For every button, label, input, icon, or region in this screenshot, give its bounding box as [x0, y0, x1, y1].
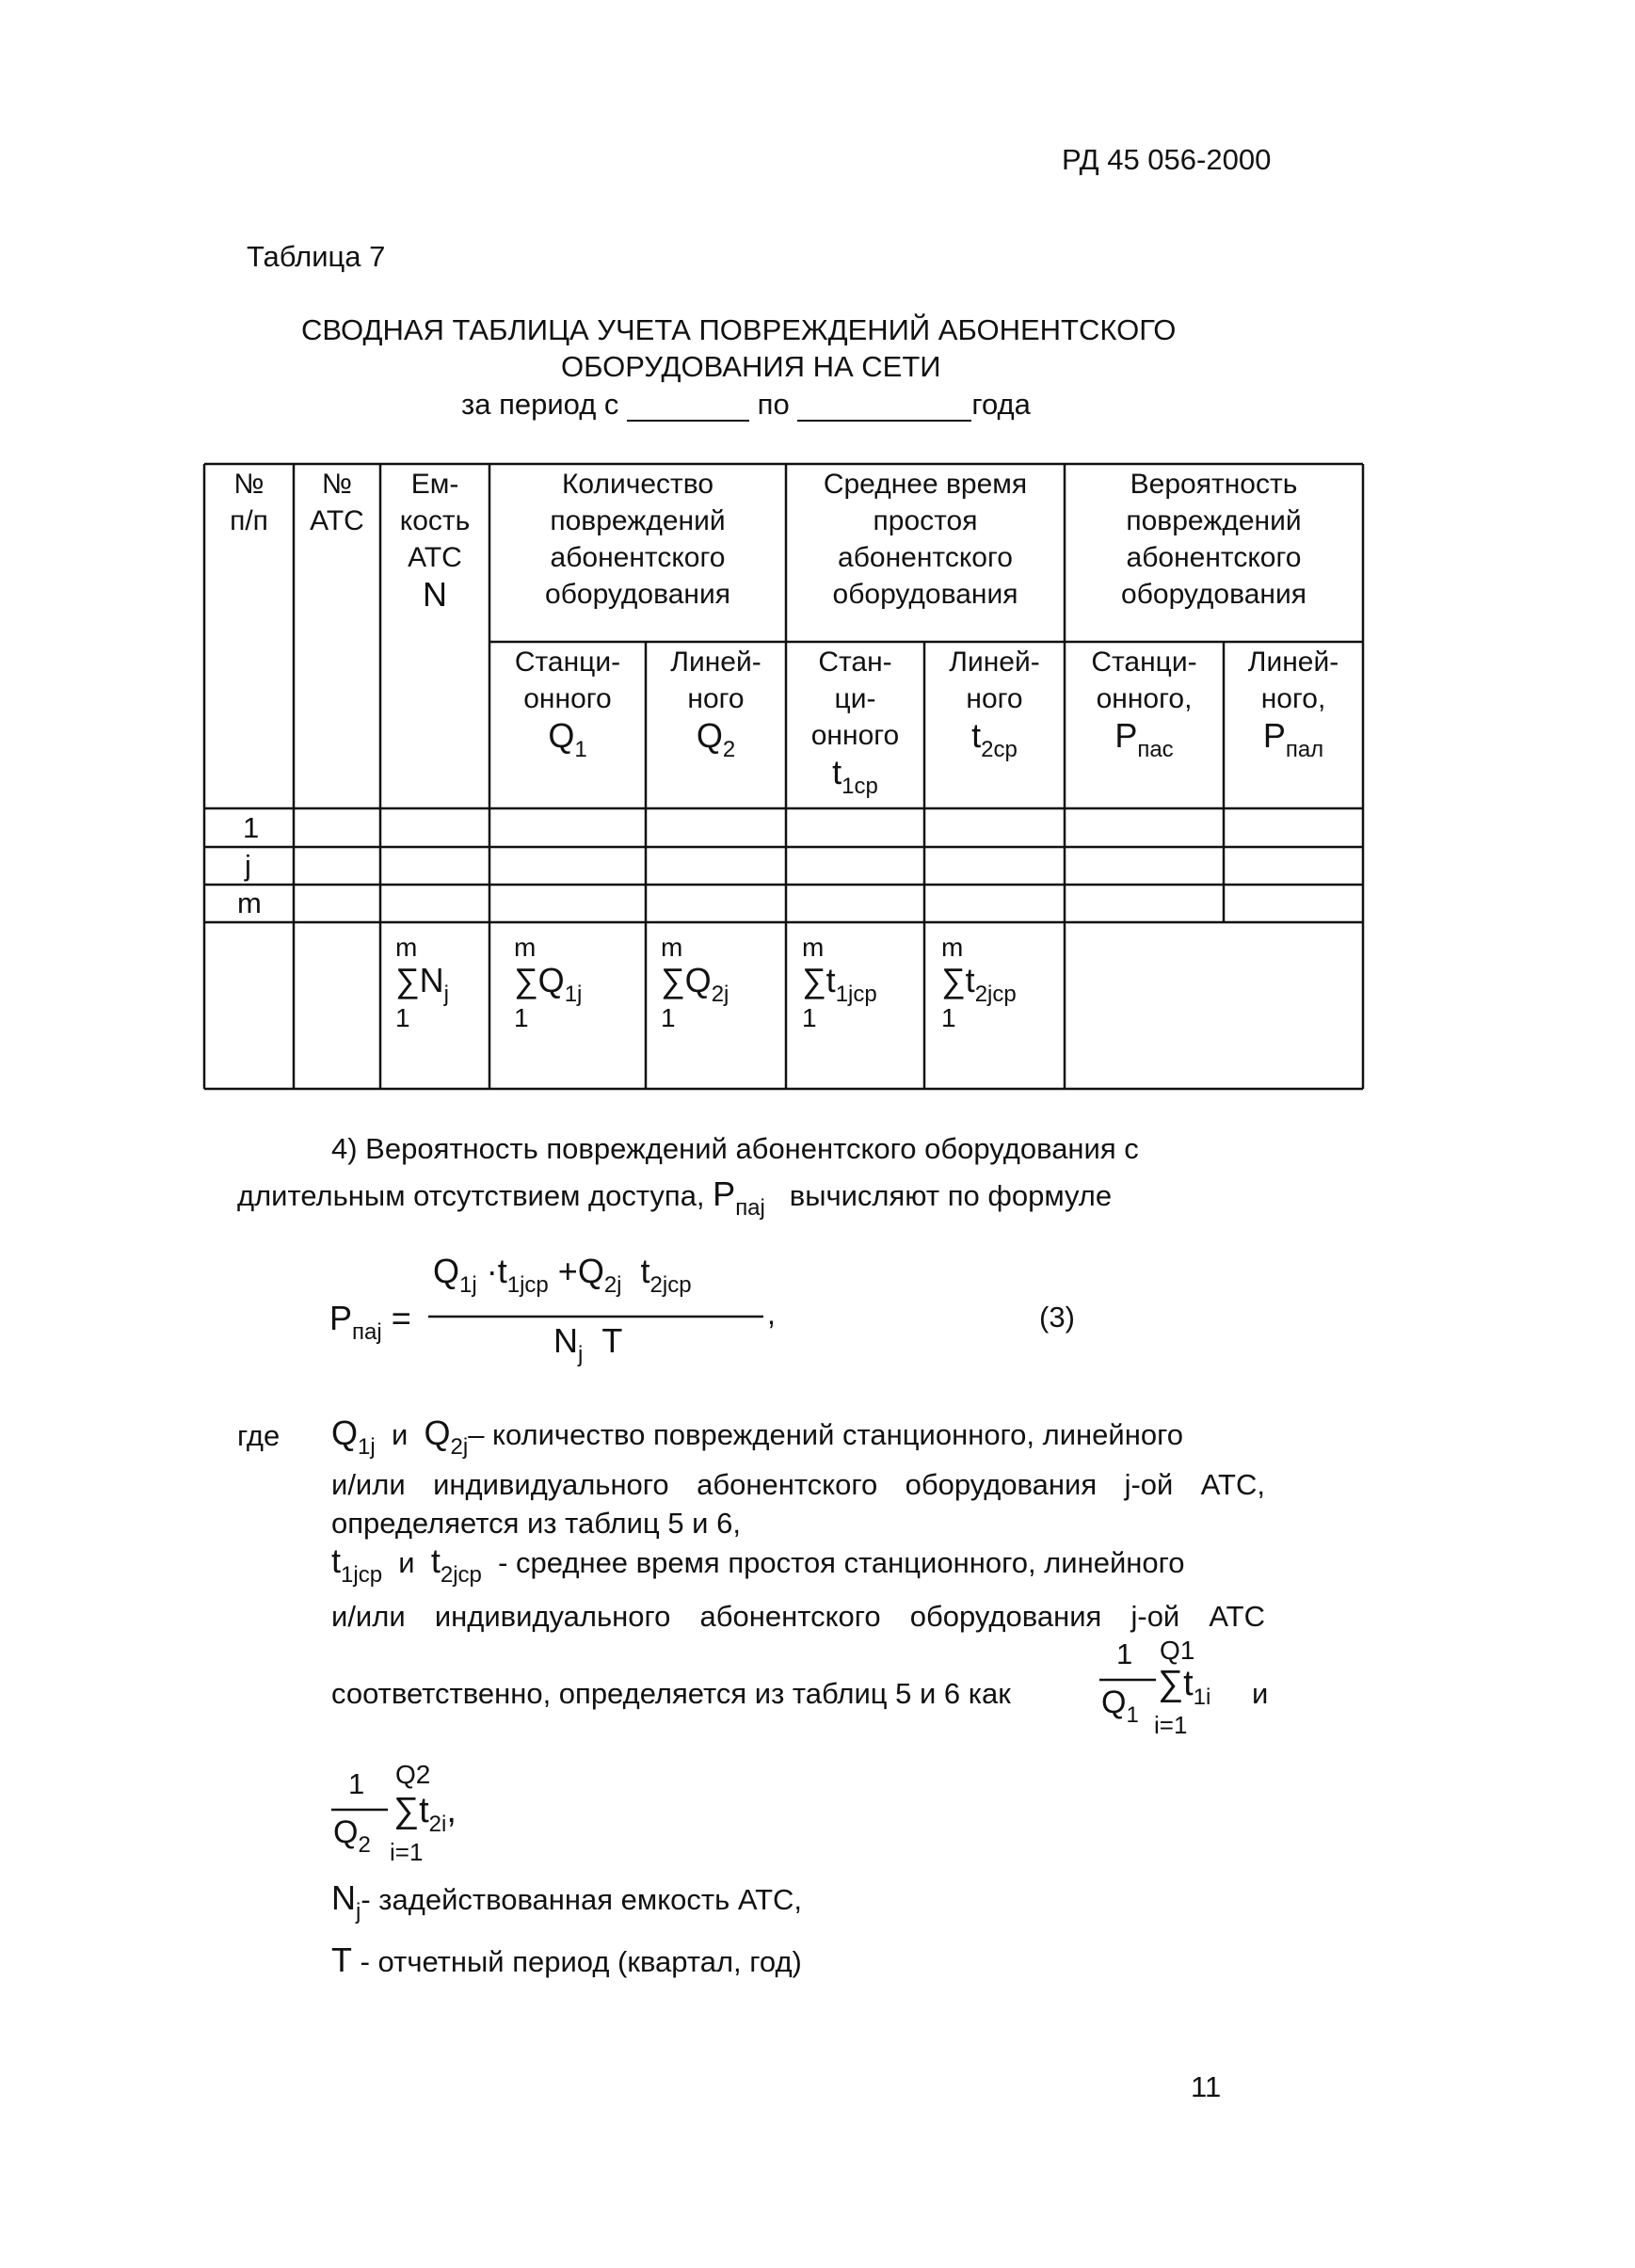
group-count-line: повреждений	[550, 505, 726, 536]
header-np	[204, 466, 294, 539]
frac2-t: t	[419, 1791, 429, 1830]
where-t1: t	[331, 1541, 342, 1580]
sub-count-station-line: онного	[523, 683, 612, 714]
sigma-symbol: ∑	[393, 1791, 420, 1830]
symbol: t	[971, 716, 982, 755]
sub-prob-line-line: Линей-	[1247, 647, 1339, 678]
document-code: РД 45 056-2000	[1062, 143, 1272, 176]
formula-q1: Q	[433, 1252, 460, 1290]
group-prob-line: абонентского	[1126, 542, 1302, 573]
formula-comma: ,	[767, 1297, 776, 1331]
where-line-5: и/или индивидуального абонентского оборудования j-ой АТС	[331, 1600, 1265, 1633]
group-count-line: абонентского	[550, 542, 726, 573]
formula-equals: =	[391, 1299, 411, 1337]
page-number: 11	[1191, 2070, 1222, 2103]
sum-count-station	[514, 934, 582, 1032]
header-capacity-line: АТС	[408, 542, 462, 573]
where-line-1	[331, 1414, 1265, 1460]
header-np-line: п/п	[230, 505, 268, 536]
title-line-2: ОБОРУДОВАНИЯ НА СЕТИ	[561, 350, 941, 383]
symbol-index: 2ср	[981, 737, 1018, 762]
frac2-comma: ,	[446, 1791, 457, 1830]
formula-lhs	[329, 1299, 411, 1345]
frac1-numerator: 1	[1116, 1637, 1133, 1670]
sub-time-station-line: Стан-	[818, 647, 892, 678]
period-mid: по	[757, 388, 790, 421]
table-label: Таблица 7	[247, 240, 386, 273]
formula-plus: +	[557, 1252, 578, 1290]
formula-dot: ·	[486, 1252, 498, 1290]
symbol-index: пал	[1285, 737, 1324, 762]
where-n-symbol: N	[331, 1878, 356, 1917]
sum-symbol: t	[965, 961, 975, 999]
group-prob-line: оборудования	[1121, 579, 1306, 610]
formula-t1: t	[497, 1252, 507, 1290]
header-group-count	[489, 466, 786, 613]
sub-count-station-symbol	[489, 716, 646, 762]
formula-t: T	[601, 1321, 623, 1360]
frac1-bar	[1099, 1678, 1158, 1683]
sub-time-station-line: онного	[810, 720, 900, 751]
sum-time-line	[941, 934, 1017, 1032]
sub-count-line-line: ного	[687, 683, 745, 714]
sum-index: 1j	[564, 982, 583, 1007]
frac1-sum-body	[1158, 1664, 1211, 1710]
formula-lhs-index: паj	[352, 1319, 382, 1345]
sub-prob-station-line: Станци-	[1091, 647, 1197, 678]
where-q2-index: 2j	[450, 1434, 469, 1460]
sub-time-station	[786, 644, 924, 799]
sum-symbol: N	[419, 961, 444, 999]
sum-upper-limit: m	[941, 933, 964, 962]
row-label-j: j	[245, 849, 251, 882]
sum-upper-limit: m	[395, 933, 418, 962]
frac2-sum-top: Q2	[395, 1760, 431, 1789]
sigma-symbol: ∑	[802, 961, 826, 999]
symbol-index: 2	[722, 737, 736, 762]
para4-line-2	[237, 1174, 1113, 1221]
formula-n-index: j	[578, 1342, 584, 1367]
where-and: и	[391, 1418, 409, 1451]
where-line-3: определяется из таблиц 5 и 6,	[331, 1507, 741, 1540]
where-q1-index: 1j	[358, 1434, 376, 1460]
sum-symbol: Q	[537, 961, 565, 999]
formula-t2-index: 2jср	[649, 1272, 692, 1298]
symbol-index: 1ср	[842, 774, 878, 799]
formula-t2: t	[640, 1252, 650, 1290]
header-capacity	[380, 466, 489, 613]
sub-time-line-symbol	[924, 716, 1065, 762]
where-line-4-text: - среднее время простоя станционного, линейного	[498, 1546, 1185, 1579]
sub-prob-line-symbol	[1224, 716, 1363, 762]
sigma-symbol: ∑	[395, 961, 420, 999]
group-time-line: абонентского	[838, 542, 1013, 573]
sub-count-station-line: Станци-	[514, 647, 621, 678]
frac2-t-index: 2i	[428, 1812, 447, 1837]
sigma-symbol: ∑	[1158, 1664, 1184, 1703]
para4-text-b: вычисляют по формуле	[789, 1179, 1113, 1212]
sub-time-station-symbol	[786, 753, 924, 799]
sub-count-line-symbol	[646, 716, 786, 762]
formula-q2: Q	[577, 1252, 604, 1290]
header-group-time	[786, 466, 1065, 613]
sum-lower-limit: 1	[941, 1003, 956, 1032]
sum-lower-limit: 1	[661, 1003, 676, 1032]
sum-upper-limit: m	[802, 933, 825, 962]
sum-symbol: Q	[684, 961, 712, 999]
frac1-t: t	[1183, 1664, 1194, 1703]
sum-lower-limit: 1	[395, 1003, 410, 1032]
sum-upper-limit: m	[661, 933, 683, 962]
period-prefix: за период с	[461, 388, 619, 421]
frac2-q-index: 2	[358, 1832, 371, 1858]
formula-n: N	[553, 1321, 578, 1360]
formula-number: (3)	[1039, 1301, 1075, 1334]
sub-count-station	[489, 644, 646, 762]
where-n-line	[331, 1878, 803, 1925]
where-line-6: соответственно, определяется из таблиц 5 и 6 как	[331, 1677, 1011, 1710]
frac2-sum-body	[393, 1791, 457, 1837]
sum-index: j	[443, 982, 450, 1007]
header-group-prob	[1065, 466, 1363, 613]
where-and-2: и	[398, 1546, 415, 1579]
symbol: Р	[1114, 716, 1138, 755]
formula-q1-index: 1j	[459, 1272, 477, 1298]
group-time-line: простоя	[873, 505, 978, 536]
period-suffix: года	[971, 388, 1031, 421]
sum-time-station	[802, 934, 877, 1032]
frac2-denominator	[333, 1814, 371, 1858]
sub-time-station-line: ци-	[834, 683, 876, 714]
formula-t1-index: 1jср	[506, 1272, 549, 1298]
symbol: Q	[548, 716, 575, 755]
header-atc-line: №	[321, 469, 353, 500]
where-t-line	[331, 1941, 802, 1980]
sum-capacity	[395, 934, 449, 1032]
header-capacity-line: кость	[399, 505, 471, 536]
symbol-index: пас	[1137, 737, 1174, 762]
para4-text-a: длительным отсутствием доступа,	[237, 1179, 705, 1212]
row-label-m: m	[237, 886, 262, 919]
para4-symbol: Р	[713, 1174, 736, 1213]
sum-symbol: t	[826, 961, 836, 999]
where-t1-index: 1jср	[341, 1562, 383, 1588]
group-prob-line: повреждений	[1126, 505, 1302, 536]
formula-fraction-bar	[428, 1314, 767, 1319]
where-label: где	[237, 1419, 281, 1452]
sigma-symbol: ∑	[661, 961, 685, 999]
frac1-q: Q	[1101, 1685, 1127, 1720]
sub-prob-station-symbol	[1065, 716, 1224, 762]
where-n-index: j	[356, 1899, 361, 1925]
sum-lower-limit: 1	[514, 1003, 529, 1032]
sum-index: 2j	[711, 982, 729, 1007]
sub-prob-station	[1065, 644, 1224, 762]
header-capacity-symbol: N	[423, 575, 447, 614]
sum-upper-limit: m	[514, 933, 537, 962]
sum-index: 2jср	[974, 982, 1017, 1007]
sub-time-line	[924, 644, 1065, 762]
where-t2-index: 2jср	[440, 1562, 482, 1588]
frac1-sum-top: Q1	[1160, 1636, 1195, 1665]
header-atc-line: АТС	[310, 505, 364, 536]
frac2-q: Q	[333, 1814, 359, 1850]
symbol-index: 1	[574, 737, 587, 762]
group-time-line: Среднее время	[823, 469, 1028, 500]
sub-count-line-line: Линей-	[670, 647, 761, 678]
frac1-sum-bottom: i=1	[1154, 1711, 1188, 1739]
header-capacity-line: Ем-	[410, 469, 459, 500]
where-q2: Q	[424, 1414, 451, 1452]
where-line-1-text: – количество повреждений станционного, линейного	[468, 1418, 1183, 1451]
symbol: t	[832, 753, 842, 791]
frac1-q-index: 1	[1126, 1702, 1139, 1728]
formula-lhs-symbol: Р	[329, 1299, 353, 1337]
header-atc	[294, 466, 380, 539]
where-t-symbol: Т	[331, 1941, 352, 1979]
formula-denominator	[553, 1321, 623, 1367]
frac2-sum-bottom: i=1	[390, 1838, 424, 1866]
frac1-t-index: 1i	[1193, 1685, 1211, 1710]
group-time-line: оборудования	[832, 579, 1018, 610]
frac2-bar	[331, 1808, 390, 1813]
formula-numerator	[433, 1252, 692, 1298]
where-line-2: и/или индивидуального абонентского оборудования j-ой АТС,	[331, 1468, 1265, 1501]
sum-index: 1jср	[835, 982, 877, 1007]
sub-count-line	[646, 644, 786, 762]
where-t2: t	[430, 1541, 441, 1580]
header-np-line: №	[233, 469, 264, 500]
row-label-1: 1	[243, 811, 260, 844]
sub-prob-line-line: ного,	[1260, 683, 1326, 714]
group-prob-line: Вероятность	[1130, 469, 1298, 500]
sigma-symbol: ∑	[941, 961, 966, 999]
title-line-1: СВОДНАЯ ТАБЛИЦА УЧЕТА ПОВРЕЖДЕНИЙ АБОНЕНТСКОГО	[301, 313, 1177, 346]
sigma-symbol: ∑	[514, 961, 538, 999]
sub-time-line-line: ного	[966, 683, 1023, 714]
para4-line-1: 4) Вероятность повреждений абонентского оборудования с	[331, 1132, 1139, 1165]
symbol: Р	[1262, 716, 1286, 755]
group-count-line: оборудования	[545, 579, 730, 610]
where-line-6-and: и	[1252, 1677, 1269, 1710]
group-count-line: Количество	[561, 469, 714, 500]
where-t-text: - отчетный период (квартал, год)	[360, 1945, 802, 1978]
symbol: Q	[696, 716, 723, 755]
frac2-numerator: 1	[348, 1767, 365, 1800]
para4-symbol-index: паj	[735, 1195, 765, 1221]
sub-prob-station-line: онного,	[1096, 683, 1193, 714]
sub-time-line-line: Линей-	[949, 647, 1040, 678]
sum-lower-limit: 1	[802, 1003, 817, 1032]
frac1-denominator	[1101, 1685, 1139, 1728]
sum-count-line	[661, 934, 729, 1032]
sub-prob-line	[1224, 644, 1363, 762]
where-line-4	[331, 1541, 1265, 1588]
formula-q2-index: 2j	[603, 1272, 622, 1298]
where-n-text: - задействованная емкость АТС,	[361, 1883, 803, 1916]
where-q1: Q	[331, 1414, 359, 1452]
